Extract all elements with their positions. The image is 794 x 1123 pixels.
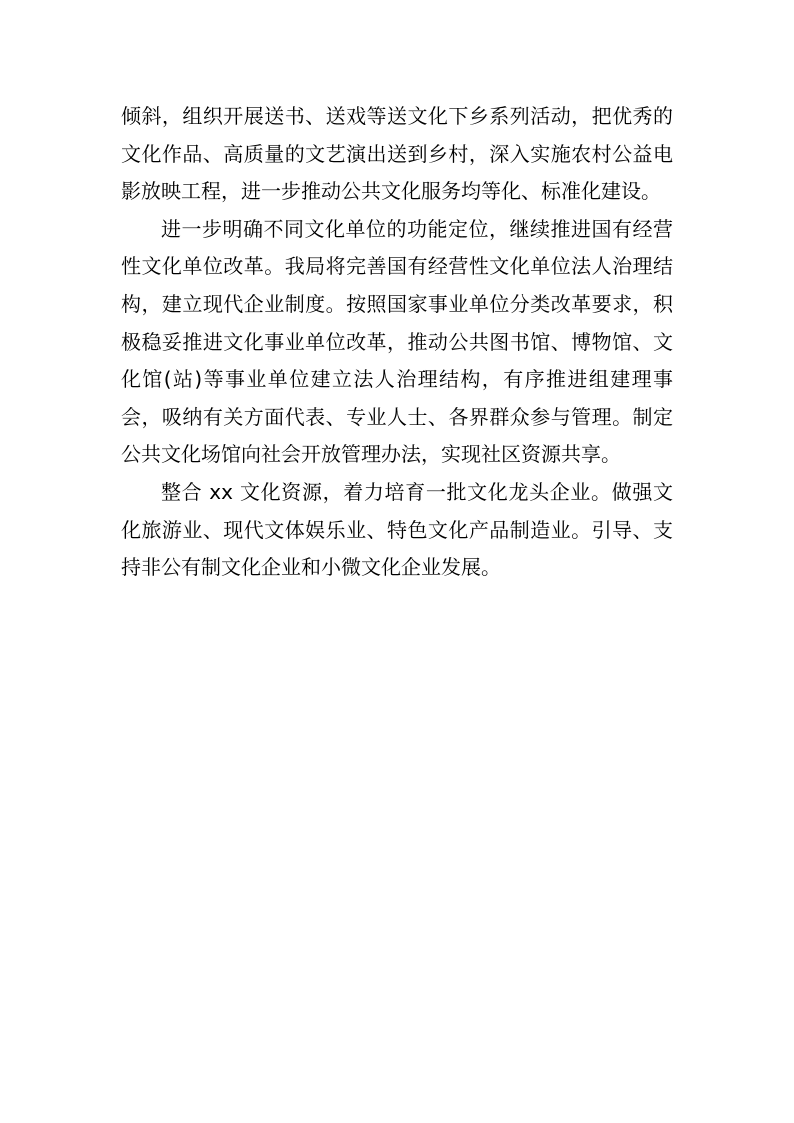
paragraph-cultural-resources: 整合 xx 文化资源，着力培育一批文化龙头企业。做强文化旅游业、现代文体娱乐业、特色文化产品制造业。引导、支持非公有制文化企业和小微文化企业发展。 bbox=[121, 479, 673, 580]
paragraph-continued: 倾斜，组织开展送书、送戏等送文化下乡系列活动，把优秀的文化作品、高质量的文艺演出送到乡村，深入实施农村公益电影放映工程，进一步推动公共文化服务均等化、标准化建设。 bbox=[121, 104, 673, 204]
document-body bbox=[121, 98, 673, 587]
paragraph-unit-reform: 进一步明确不同文化单位的功能定位，继续推进国有经营性文化单位改革。我局将完善国有经营性文化单位法人治理结构，建立现代企业制度。按照国家事业单位分类改革要求，积极稳妥推进文化事业单位改革，推动公共图书馆、博物馆、文化馆(站)等事业单位建立法人治理结构，有序推进组建理事会，吸纳有关方面代表、专业人士、各界群众参与管理。制定公共文化场馆向社会开放管理办法，实现社区资源共享。 bbox=[121, 216, 673, 467]
